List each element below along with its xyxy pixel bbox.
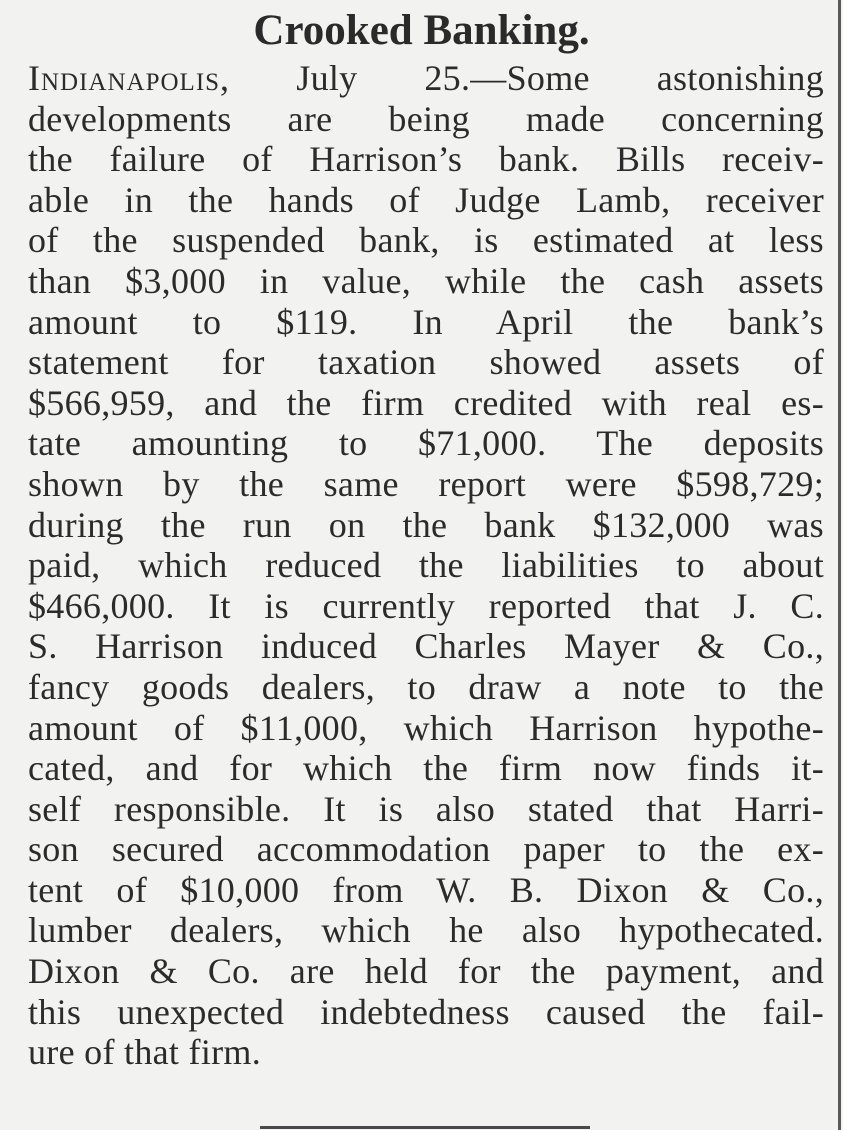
dateline: Indianapolis xyxy=(28,58,221,98)
article-line: cated, and for which the firm now finds it- xyxy=(28,748,824,789)
article-line: paid, which reduced the liabilities to about xyxy=(28,545,824,586)
article-line: tate amounting to $71,000. The deposits xyxy=(28,423,824,464)
article-line: amount of $11,000, which Harrison hypothe- xyxy=(28,707,824,748)
article-line: shown by the same report were $598,729; xyxy=(28,463,824,504)
article-line: statement for taxation showed assets of xyxy=(28,342,824,383)
article-line: of the suspended bank, is estimated at less xyxy=(28,220,824,261)
article-line: son secured accommodation paper to the ex- xyxy=(28,829,824,870)
article-line: lumber dealers, which he also hypothecated. xyxy=(28,910,824,951)
article-line: $466,000. It is currently reported that J. C. xyxy=(28,585,824,626)
article-headline: Crooked Banking. xyxy=(253,7,590,54)
article-line: than $3,000 in value, while the cash assets xyxy=(28,260,824,301)
article-line: this unexpected indebtedness caused the fail- xyxy=(28,991,824,1032)
article-line: ure of that firm. xyxy=(28,1032,262,1073)
article-line: able in the hands of Judge Lamb, receiver xyxy=(28,179,824,220)
article-line: tent of $10,000 from W. B. Dixon & Co., xyxy=(28,869,824,910)
article-body xyxy=(28,58,824,1073)
article-line: fancy goods dealers, to draw a note to the xyxy=(28,666,824,707)
article-line: developments are being made concerning xyxy=(28,98,824,139)
article-line: self responsible. It is also stated that Harri- xyxy=(28,788,824,829)
article-line: S. Harrison induced Charles Mayer & Co., xyxy=(28,626,824,667)
article-line: during the run on the bank $132,000 was xyxy=(28,504,824,545)
article-line-text: , July 25.—Some astonishing xyxy=(220,58,824,98)
article-line: the failure of Harrison’s bank. Bills receiv- xyxy=(28,139,824,180)
column-rule xyxy=(838,0,841,1130)
article-line xyxy=(28,58,824,99)
bottom-rule xyxy=(260,1126,590,1129)
article-line: $566,959, and the firm credited with real es- xyxy=(28,382,824,423)
article-line: Dixon & Co. are held for the payment, and xyxy=(28,951,824,992)
article-line: amount to $119. In April the bank’s xyxy=(28,301,824,342)
